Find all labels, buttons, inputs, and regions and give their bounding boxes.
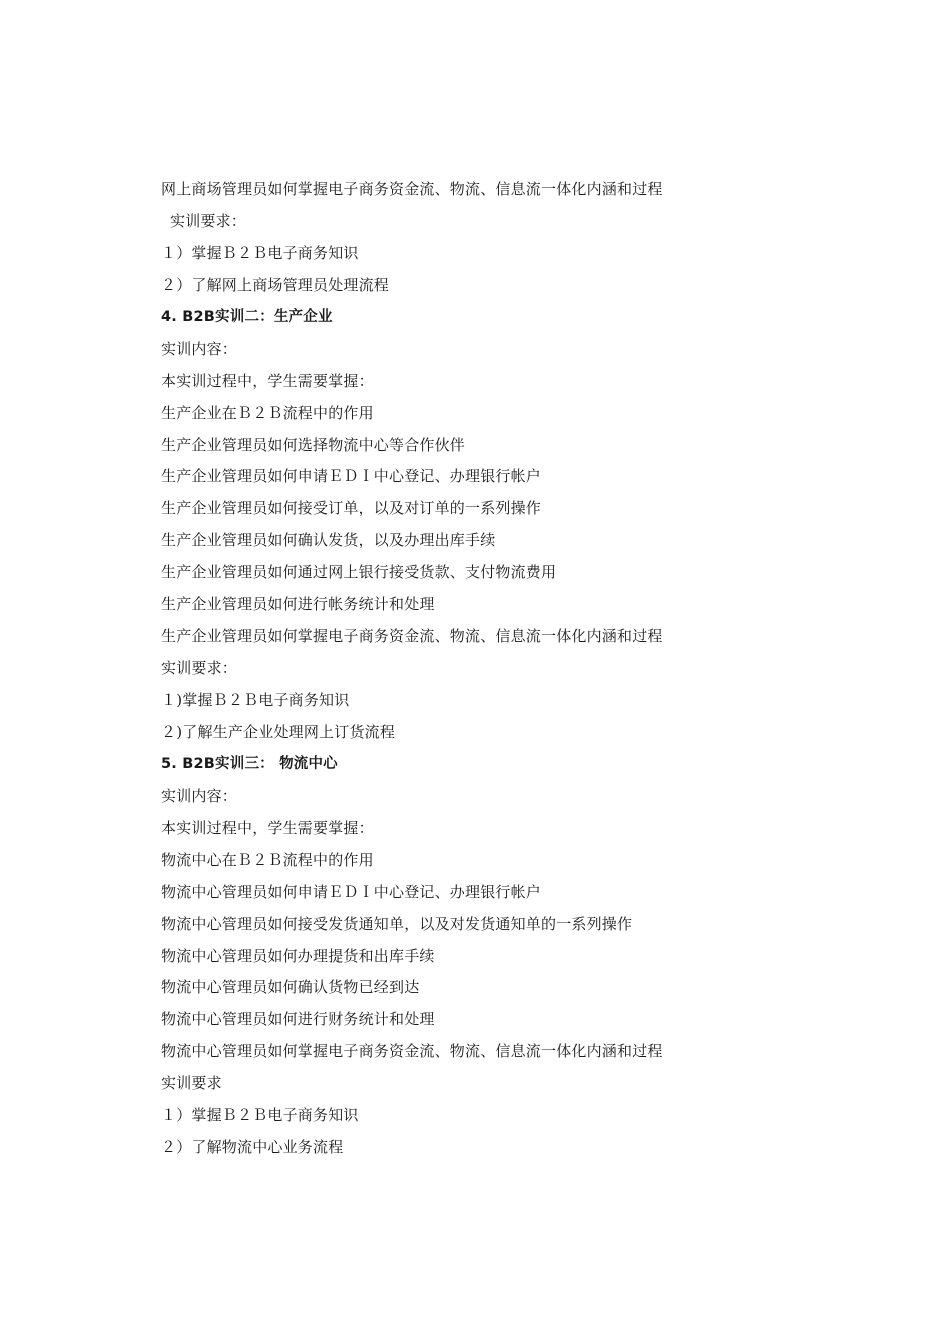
text-line: 物流中心管理员如何掌握电子商务资金流、物流、信息流一体化内涵和过程	[161, 1042, 663, 1061]
document-body	[161, 174, 861, 1164]
text-line: 物流中心管理员如何接受发货通知单，以及对发货通知单的一系列操作	[161, 914, 633, 933]
text-line: 物流中心管理员如何申请ＥＤＩ中心登记、办理银行帐户	[161, 882, 542, 901]
text-line: ２）了解物流中心业务流程	[161, 1138, 344, 1157]
text-line: 生产企业管理员如何确认发货，以及办理出库手续	[161, 531, 496, 550]
text-line: ２)了解生产企业处理网上订货流程	[161, 722, 396, 741]
text-line: １）掌握Ｂ２Ｂ电子商务知识	[161, 1106, 359, 1125]
text-line: 生产企业管理员如何申请ＥＤＩ中心登记、办理银行帐户	[161, 467, 542, 486]
text-line: 本实训过程中，学生需要掌握：	[161, 371, 374, 390]
text-line: １)掌握Ｂ２Ｂ电子商务知识	[161, 691, 350, 709]
text-line: 生产企业管理员如何进行帐务统计和处理	[161, 595, 435, 614]
text-line: 生产企业管理员如何掌握电子商务资金流、物流、信息流一体化内涵和过程	[161, 627, 663, 646]
text-line: 生产企业在Ｂ２Ｂ流程中的作用	[161, 403, 374, 422]
section-heading: 4. B2B实训二：生产企业	[161, 308, 333, 325]
text-line: 物流中心管理员如何办理提货和出库手续	[161, 946, 435, 965]
text-line: 实训内容：	[161, 786, 238, 805]
text-line: 实训内容：	[161, 339, 238, 358]
text-line: 生产企业管理员如何通过网上银行接受货款、支付物流费用	[161, 563, 557, 582]
text-line: 物流中心在Ｂ２Ｂ流程中的作用	[161, 850, 374, 869]
text-line: 生产企业管理员如何接受订单，以及对订单的一系列操作	[161, 499, 542, 518]
text-line: ２）了解网上商场管理员处理流程	[161, 275, 390, 294]
text-line: 网上商场管理员如何掌握电子商务资金流、物流、信息流一体化内涵和过程	[161, 180, 663, 198]
text-line: 本实训过程中，学生需要掌握：	[161, 818, 374, 837]
text-line: 实训要求：	[161, 659, 238, 678]
text-line: 物流中心管理员如何确认货物已经到达	[161, 978, 420, 997]
text-line: 实训要求	[161, 1074, 222, 1093]
text-line: 生产企业管理员如何选择物流中心等合作伙伴	[161, 435, 466, 454]
text-line: 物流中心管理员如何进行财务统计和处理	[161, 1010, 435, 1029]
section-heading: 5. B2B实训三： 物流中心	[161, 755, 338, 772]
text-line: １）掌握Ｂ２Ｂ电子商务知识	[161, 243, 359, 262]
text-line: 实训要求：	[170, 211, 247, 230]
